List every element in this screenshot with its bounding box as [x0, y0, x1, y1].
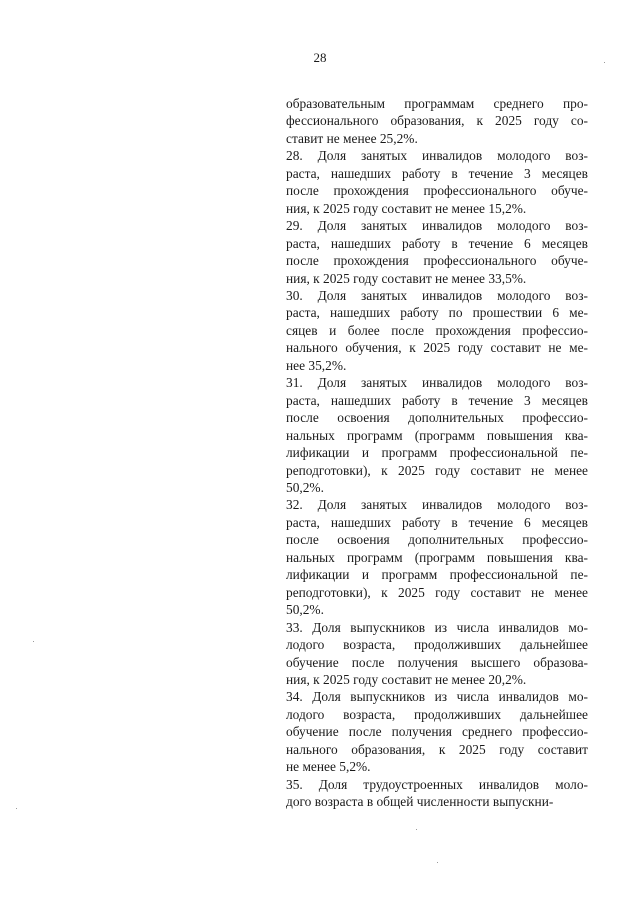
text-line: сяцев и более после прохождения профессио-: [286, 322, 588, 338]
text-line: обучение после получения среднего профессио-: [286, 724, 588, 740]
text-line: реподготовки), к 2025 году составит не менее: [286, 584, 588, 600]
scan-speck: [416, 829, 417, 830]
text-line: ния, к 2025 году составит не менее 33,5%.: [286, 270, 527, 286]
paragraph: [286, 217, 588, 287]
scan-speck: [16, 808, 17, 809]
scan-speck: [604, 62, 605, 63]
scan-speck: [437, 862, 438, 863]
text-line: нального образования, к 2025 году составит: [286, 741, 588, 757]
text-line: после прохождения профессионального обуче-: [286, 183, 588, 199]
paragraph: [286, 95, 588, 147]
text-line: 35. Доля трудоустроенных инвалидов моло-: [286, 776, 588, 792]
paragraph: [286, 688, 588, 775]
text-line: раста, нашедших работу по прошествии 6 ме-: [286, 305, 588, 321]
text-line: фессионального образования, к 2025 году со-: [286, 113, 588, 129]
text-line: 34. Доля выпускников из числа инвалидов мо-: [286, 689, 588, 705]
paragraph: [286, 287, 588, 374]
text-line: дого возраста в общей численности выпускни-: [286, 794, 554, 810]
text-line: 50,2%.: [286, 602, 324, 618]
text-line: после освоения дополнительных профессио-: [286, 410, 588, 426]
text-line: лодого возраста, продолживших дальнейшее: [286, 637, 588, 653]
page-number: 28: [313, 50, 327, 65]
text-line: 50,2%.: [286, 479, 324, 495]
paragraph: [286, 776, 588, 811]
text-line: 28. Доля занятых инвалидов молодого воз-: [286, 148, 588, 164]
text-line: раста, нашедших работу в течение 6 месяцев: [286, 514, 588, 530]
text-line: нальных программ (программ повышения ква-: [286, 427, 588, 443]
text-line: 29. Доля занятых инвалидов молодого воз-: [286, 218, 588, 234]
document-text-column: [286, 95, 588, 811]
text-line: после освоения дополнительных профессио-: [286, 532, 588, 548]
text-line: образовательным программам среднего про-: [286, 96, 588, 111]
text-line: реподготовки), к 2025 году составит не менее: [286, 462, 588, 478]
scan-speck: [33, 641, 34, 642]
paragraph: [286, 147, 588, 217]
text-line: ставит не менее 25,2%.: [286, 130, 418, 146]
text-line: не менее 5,2%.: [286, 759, 371, 775]
paragraph: [286, 374, 588, 496]
text-line: ния, к 2025 году составит не менее 15,2%.: [286, 200, 527, 216]
text-line: нее 35,2%.: [286, 357, 347, 373]
text-line: ния, к 2025 году составит не менее 20,2%.: [286, 671, 527, 687]
text-line: лификации и программ профессиональной пе-: [286, 445, 588, 461]
text-line: после прохождения профессионального обуче-: [286, 253, 588, 269]
text-line: нальных программ (программ повышения ква-: [286, 549, 588, 565]
text-line: раста, нашедших работу в течение 3 месяцев: [286, 392, 588, 408]
paragraph: [286, 496, 588, 618]
text-line: нального обучения, к 2025 году составит не ме-: [286, 340, 588, 356]
text-line: лификации и программ профессиональной пе-: [286, 567, 588, 583]
paragraph: [286, 619, 588, 689]
text-line: 33. Доля выпускников из числа инвалидов мо-: [286, 619, 588, 635]
text-line: раста, нашедших работу в течение 6 месяцев: [286, 235, 588, 251]
text-line: 30. Доля занятых инвалидов молодого воз-: [286, 287, 588, 303]
text-line: обучение после получения высшего образова-: [286, 654, 588, 670]
text-line: раста, нашедших работу в течение 3 месяцев: [286, 165, 588, 181]
text-line: 31. Доля занятых инвалидов молодого воз-: [286, 375, 588, 391]
text-line: лодого возраста, продолживших дальнейшее: [286, 706, 588, 722]
text-line: 32. Доля занятых инвалидов молодого воз-: [286, 497, 588, 513]
